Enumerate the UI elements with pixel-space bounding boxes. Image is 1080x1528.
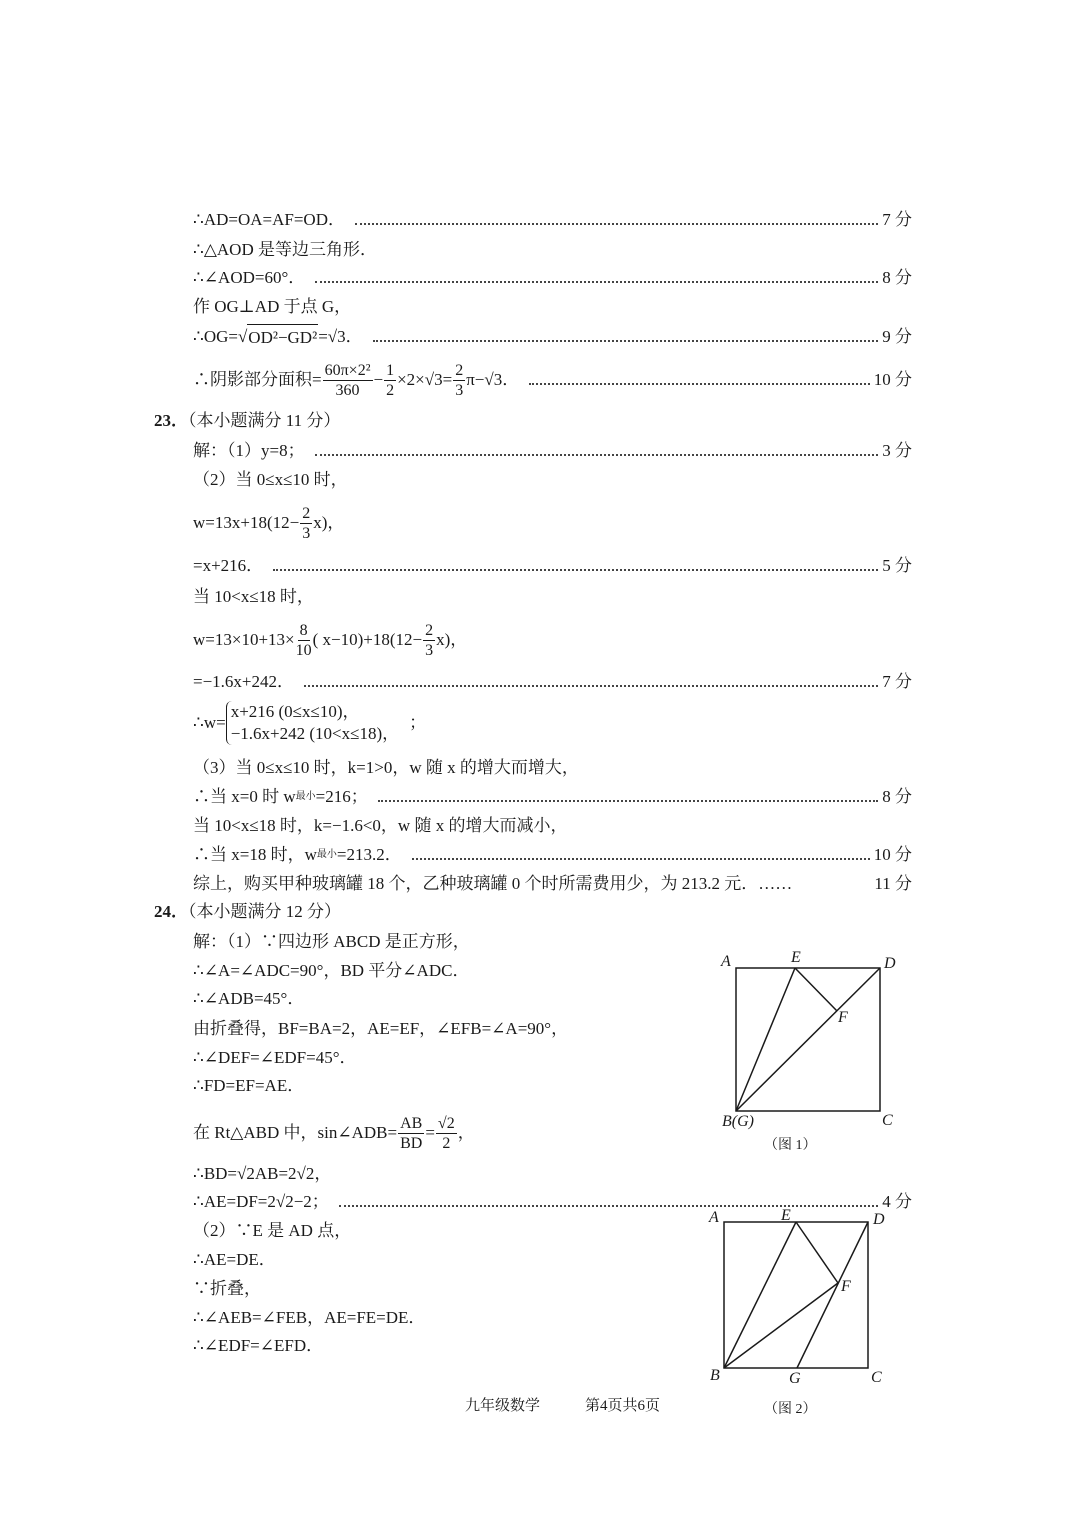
q24-line-3	[193, 986, 304, 1012]
question-points: （本小题满分 11 分）	[188, 411, 341, 430]
q22-line-2	[193, 237, 377, 263]
dot-leader	[273, 569, 878, 571]
denominator: 2	[386, 381, 395, 399]
denominator: BD	[400, 1134, 423, 1152]
label-e: E	[791, 949, 801, 966]
figure-2-caption: （图 2）	[764, 1402, 817, 1417]
q22-line-3	[193, 265, 912, 291]
q24-line-11	[193, 1247, 276, 1273]
q24-heading	[154, 899, 341, 925]
segment-ef	[795, 968, 837, 1011]
q24-line-5	[193, 1045, 357, 1071]
case-2: −1.6x+242 (10<x≤18)，	[230, 724, 400, 743]
q23-line-11	[193, 813, 567, 839]
q23-line-5	[193, 584, 314, 610]
label-c: C	[871, 1369, 882, 1386]
step-text: =x+216．	[193, 556, 264, 575]
fraction	[398, 1114, 424, 1153]
step-text: ×2×√3=	[397, 370, 453, 389]
footer-subject: 九年级数学	[465, 1398, 541, 1414]
q23-line-13	[193, 871, 912, 897]
figure-1-caption: （图 1）	[764, 1138, 817, 1153]
dot-leader	[355, 223, 878, 225]
q23-line-8	[193, 700, 426, 746]
step-text: ∵折叠，	[193, 1279, 261, 1298]
score: 8 分	[882, 268, 912, 287]
numerator: 8	[299, 621, 308, 639]
step-text: =√3．	[318, 327, 363, 346]
q24-line-6	[193, 1073, 304, 1099]
step-text: ∴∠ADB=45°．	[193, 989, 305, 1008]
label-a: A	[709, 1209, 719, 1226]
fraction	[323, 361, 373, 400]
fraction	[300, 504, 312, 543]
step-text: 作 OG⊥AD 于点 G，	[193, 297, 352, 316]
step-text: ∴AE=DF=2√2−2；	[193, 1192, 329, 1211]
score: 8 分	[882, 787, 912, 806]
step-text: 当 10<x≤18 时，k=−1.6<0，w 随 x 的增大而减小，	[193, 816, 568, 835]
q22-line-6	[193, 357, 912, 403]
dot-leader	[315, 454, 879, 456]
figure-1-diagram	[736, 968, 880, 1111]
dot-leader	[373, 340, 879, 342]
segment-be	[724, 1222, 796, 1368]
step-text: =	[425, 1123, 435, 1142]
label-a: A	[721, 953, 731, 970]
numerator: 2	[425, 621, 434, 639]
step-text: −	[373, 370, 384, 389]
q23-line-9	[193, 755, 579, 781]
step-text: ，	[457, 1123, 475, 1142]
segment-bd	[736, 968, 880, 1111]
step-text: （2）当 0≤x≤10 时，	[193, 470, 348, 489]
q24-line-2	[193, 958, 469, 984]
step-text: 在 Rt△ABD 中，sin∠ADB=	[193, 1123, 398, 1142]
segment-gd	[797, 1222, 868, 1368]
q24-line-9	[193, 1189, 912, 1215]
step-text: ∴AE=DE．	[193, 1250, 276, 1269]
q24-line-10	[193, 1218, 351, 1244]
label-e: E	[781, 1207, 791, 1224]
score: 7 分	[882, 210, 912, 229]
q24-line-4	[193, 1016, 568, 1042]
step-text: 解：（1）∵四边形 ABCD 是正方形，	[193, 932, 470, 951]
step-text: x)，	[313, 513, 345, 532]
step-text: 当 10<x≤18 时，	[193, 587, 314, 606]
question-number: 24．	[154, 902, 188, 921]
q22-line-4	[193, 294, 351, 320]
fraction	[296, 621, 312, 660]
dot-leader	[339, 1205, 878, 1207]
label-b-g: B(G)	[722, 1113, 754, 1130]
radicand: OD²−GD²	[247, 324, 318, 351]
step-text: 综上，购买甲种玻璃罐 18 个，乙种玻璃罐 0 个时所需费用少，为 213.2 元．……	[193, 874, 793, 893]
label-d: D	[873, 1211, 885, 1228]
numerator: 2	[302, 504, 311, 522]
fraction	[423, 621, 435, 660]
dot-leader	[315, 281, 878, 283]
step-text: =213.2．	[336, 845, 402, 864]
fraction	[384, 361, 396, 400]
step-text: （2）∵E 是 AD 点，	[193, 1221, 352, 1240]
label-c: C	[882, 1112, 893, 1129]
dot-leader	[304, 685, 878, 687]
fraction	[453, 361, 465, 400]
step-text: w=13×10+13×	[193, 630, 295, 649]
step-text: π−√3．	[466, 370, 520, 389]
step-text: ∴∠DEF=∠EDF=45°．	[193, 1048, 357, 1067]
q23-line-4	[193, 553, 912, 579]
step-text: ；	[409, 713, 427, 732]
q23-line-1	[193, 438, 912, 464]
step-text: ∴BD=√2AB=2√2，	[193, 1164, 332, 1183]
step-text: 解：（1）y=8；	[193, 441, 305, 460]
step-text: =216；	[315, 787, 368, 806]
fraction	[436, 1114, 457, 1153]
question-number: 23．	[154, 411, 188, 430]
subscript: 最小	[295, 791, 316, 802]
step-text: ∴∠AOD=60°．	[193, 268, 306, 287]
dot-leader	[412, 858, 870, 860]
score: 10 分	[873, 370, 912, 389]
score: 4 分	[882, 1192, 912, 1211]
q24-line-8	[193, 1161, 331, 1187]
q24-line-7	[193, 1110, 475, 1156]
q23-line-6	[193, 617, 467, 663]
label-f: F	[841, 1278, 851, 1295]
step-text: w=13x+18(12−	[193, 513, 300, 532]
denominator: 2	[442, 1134, 451, 1152]
score: 3 分	[882, 441, 912, 460]
q24-line-14	[193, 1333, 323, 1359]
case-1: x+216 (0≤x≤10)，	[230, 702, 360, 721]
label-f: F	[838, 1009, 848, 1026]
step-text: ∴△AOD 是等边三角形．	[193, 240, 377, 259]
step-text: 由折叠得，BF=BA=2，AE=EF，∠EFB=∠A=90°，	[193, 1019, 569, 1038]
denominator: 3	[455, 381, 464, 399]
denominator: 360	[335, 381, 360, 399]
square-abcd	[736, 968, 880, 1111]
question-points: （本小题满分 12 分）	[188, 902, 341, 921]
score: 9 分	[882, 327, 912, 346]
piecewise-brace	[226, 701, 399, 745]
denominator: 3	[302, 524, 311, 542]
q24-line-1	[193, 929, 470, 955]
step-text: ∴∠A=∠ADC=90°，BD 平分∠ADC．	[193, 961, 470, 980]
score: 10 分	[873, 845, 912, 864]
score: 11 分	[874, 874, 912, 893]
step-text: ∴FD=EF=AE．	[193, 1076, 305, 1095]
label-g: G	[789, 1370, 801, 1387]
step-text: ∴w=	[193, 713, 226, 732]
step-text: ∴∠EDF=∠EFD．	[193, 1336, 324, 1355]
step-text: ∴阴影部分面积=	[193, 370, 322, 389]
q23-line-12	[193, 842, 912, 868]
q22-line-5	[193, 324, 912, 350]
score: 7 分	[882, 672, 912, 691]
numerator: 60π×2²	[324, 361, 371, 379]
subscript: 最小	[316, 849, 337, 860]
q24-line-12	[193, 1276, 261, 1302]
segment-be	[736, 968, 795, 1111]
dot-leader	[378, 800, 879, 802]
step-text: （3）当 0≤x≤10 时，k=1>0，w 随 x 的增大而增大，	[193, 758, 579, 777]
step-text: ( x−10)+18(12−	[312, 630, 423, 649]
q23-line-3	[193, 500, 344, 546]
step-text: ∴∠AEB=∠FEB，AE=FE=DE．	[193, 1308, 426, 1327]
dot-leader	[529, 383, 870, 385]
q23-heading	[154, 408, 340, 434]
denominator: 10	[295, 641, 312, 659]
label-b: B	[710, 1367, 720, 1384]
step-text: x)，	[436, 630, 468, 649]
q24-line-13	[193, 1305, 425, 1331]
segment-bf	[724, 1283, 838, 1368]
numerator: 1	[386, 361, 395, 379]
score: 5 分	[882, 556, 912, 575]
step-text: ∴OG=√	[193, 327, 248, 346]
q23-line-2	[193, 467, 348, 493]
segment-ef	[796, 1222, 838, 1283]
step-text: =−1.6x+242．	[193, 672, 295, 691]
footer-page-number: 第4页共6页	[585, 1398, 661, 1414]
denominator: 3	[425, 641, 434, 659]
q23-line-7	[193, 669, 912, 695]
q23-line-10	[193, 784, 912, 810]
numerator: √2	[437, 1114, 455, 1132]
label-d: D	[884, 955, 896, 972]
numerator: 2	[455, 361, 464, 379]
step-text: ∴当 x=0 时 w	[193, 787, 296, 806]
numerator: AB	[400, 1114, 423, 1132]
step-text: ∴AD=OA=AF=OD．	[193, 210, 345, 229]
step-text: ∴当 x=18 时，w	[193, 845, 317, 864]
q22-line-1	[193, 207, 912, 233]
